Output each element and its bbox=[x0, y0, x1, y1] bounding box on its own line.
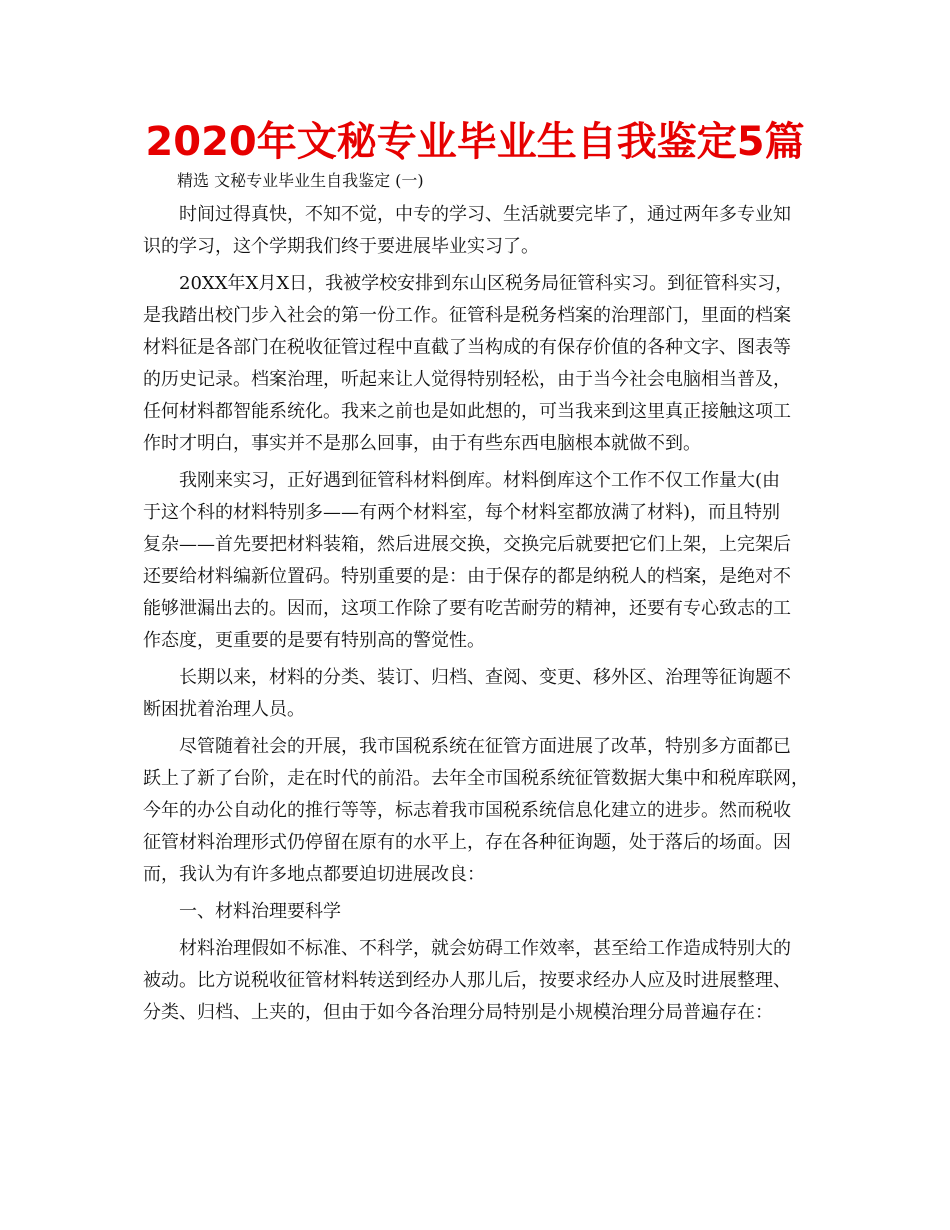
paragraph-line: 材料征是各部门在税收征管过程中直截了当构成的有保存价值的各种文字、图表等 bbox=[143, 337, 791, 358]
paragraph-line: 任何材料都智能系统化。我来之前也是如此想的，可当我来到这里真正接触这项工 bbox=[143, 401, 791, 422]
section-subheading: 精选 文秘专业毕业生自我鉴定 (一) bbox=[177, 171, 424, 190]
paragraph-line: 跃上了新了台阶，走在时代的前沿。去年全市国税系统征管数据大集中和税库联网， bbox=[143, 768, 809, 789]
paragraph-line: 时间过得真快，不知不觉，中专的学习、生活就要完毕了，通过两年多专业知 bbox=[179, 204, 791, 225]
paragraph-line: 而，我认为有许多地点都要迫切进展改良： bbox=[143, 864, 485, 885]
paragraph-line: 识的学习，这个学期我们终于要进展毕业实习了。 bbox=[143, 236, 539, 257]
paragraph-line: 被动。比方说税收征管材料转送到经办人那儿后，按要求经办人应及时进展整理、 bbox=[143, 970, 791, 991]
paragraph-line: 断困扰着治理人员。 bbox=[143, 699, 305, 720]
paragraph-line: 今年的办公自动化的推行等等，标志着我市国税系统信息化建立的进步。然而税收 bbox=[143, 800, 791, 821]
paragraph-line: 是我踏出校门步入社会的第一份工作。征管科是税务档案的治理部门，里面的档案 bbox=[143, 305, 791, 326]
section-heading-text: 一、材料治理要科学 bbox=[179, 901, 341, 922]
paragraph-line: 于这个科的材料特别多——有两个材料室，每个材料室都放满了材料)，而且特别 bbox=[143, 502, 781, 523]
paragraph bbox=[143, 731, 823, 891]
paragraph-line: 还要给材料编新位置码。特别重要的是：由于保存的都是纳税人的档案，是绝对不 bbox=[143, 566, 791, 587]
paragraph-line: 分类、归档、上夹的，但由于如今各治理分局特别是小规模治理分局普遍存在： bbox=[143, 1002, 773, 1023]
paragraph bbox=[143, 662, 823, 726]
paragraph-line: 长期以来，材料的分类、装订、归档、查阅、变更、移外区、治理等征询题不 bbox=[179, 667, 791, 688]
paragraph-line: 的历史记录。档案治理，听起来让人觉得特别轻松，由于当今社会电脑相当普及， bbox=[143, 369, 791, 390]
paragraph bbox=[143, 268, 823, 460]
paragraph-line: 我刚来实习，正好遇到征管科材料倒库。材料倒库这个工作不仅工作量大(由 bbox=[179, 470, 781, 491]
paragraph bbox=[143, 465, 823, 657]
paragraph-line: 作时才明白，事实并不是那么回事，由于有些东西电脑根本就做不到。 bbox=[143, 433, 701, 454]
paragraph-line: 尽管随着社会的开展，我市国税系统在征管方面进展了改革，特别多方面都已 bbox=[179, 736, 791, 757]
paragraph-line: 征管材料治理形式仍停留在原有的水平上，存在各种征询题，处于落后的场面。因 bbox=[143, 832, 791, 853]
document-body bbox=[143, 168, 823, 1029]
document-title: 2020年文秘专业毕业生自我鉴定5篇 bbox=[145, 119, 805, 165]
section-heading bbox=[143, 896, 823, 928]
paragraph-line: 20XX年X月X日，我被学校安排到东山区税务局征管科实习。到征管科实习， bbox=[179, 273, 794, 294]
paragraph-line: 材料治理假如不标准、不科学，就会妨碍工作效率，甚至给工作造成特别大的 bbox=[179, 938, 791, 959]
paragraph-line: 作态度，更重要的是要有特别高的警觉性。 bbox=[143, 630, 485, 651]
paragraph bbox=[143, 933, 823, 1029]
paragraph-line: 能够泄漏出去的。因而，这项工作除了要有吃苦耐劳的精神，还要有专心致志的工 bbox=[143, 598, 791, 619]
paragraph-line: 复杂——首先要把材料装箱，然后进展交换，交换完后就要把它们上架，上完架后 bbox=[143, 534, 791, 555]
paragraph bbox=[143, 199, 823, 263]
